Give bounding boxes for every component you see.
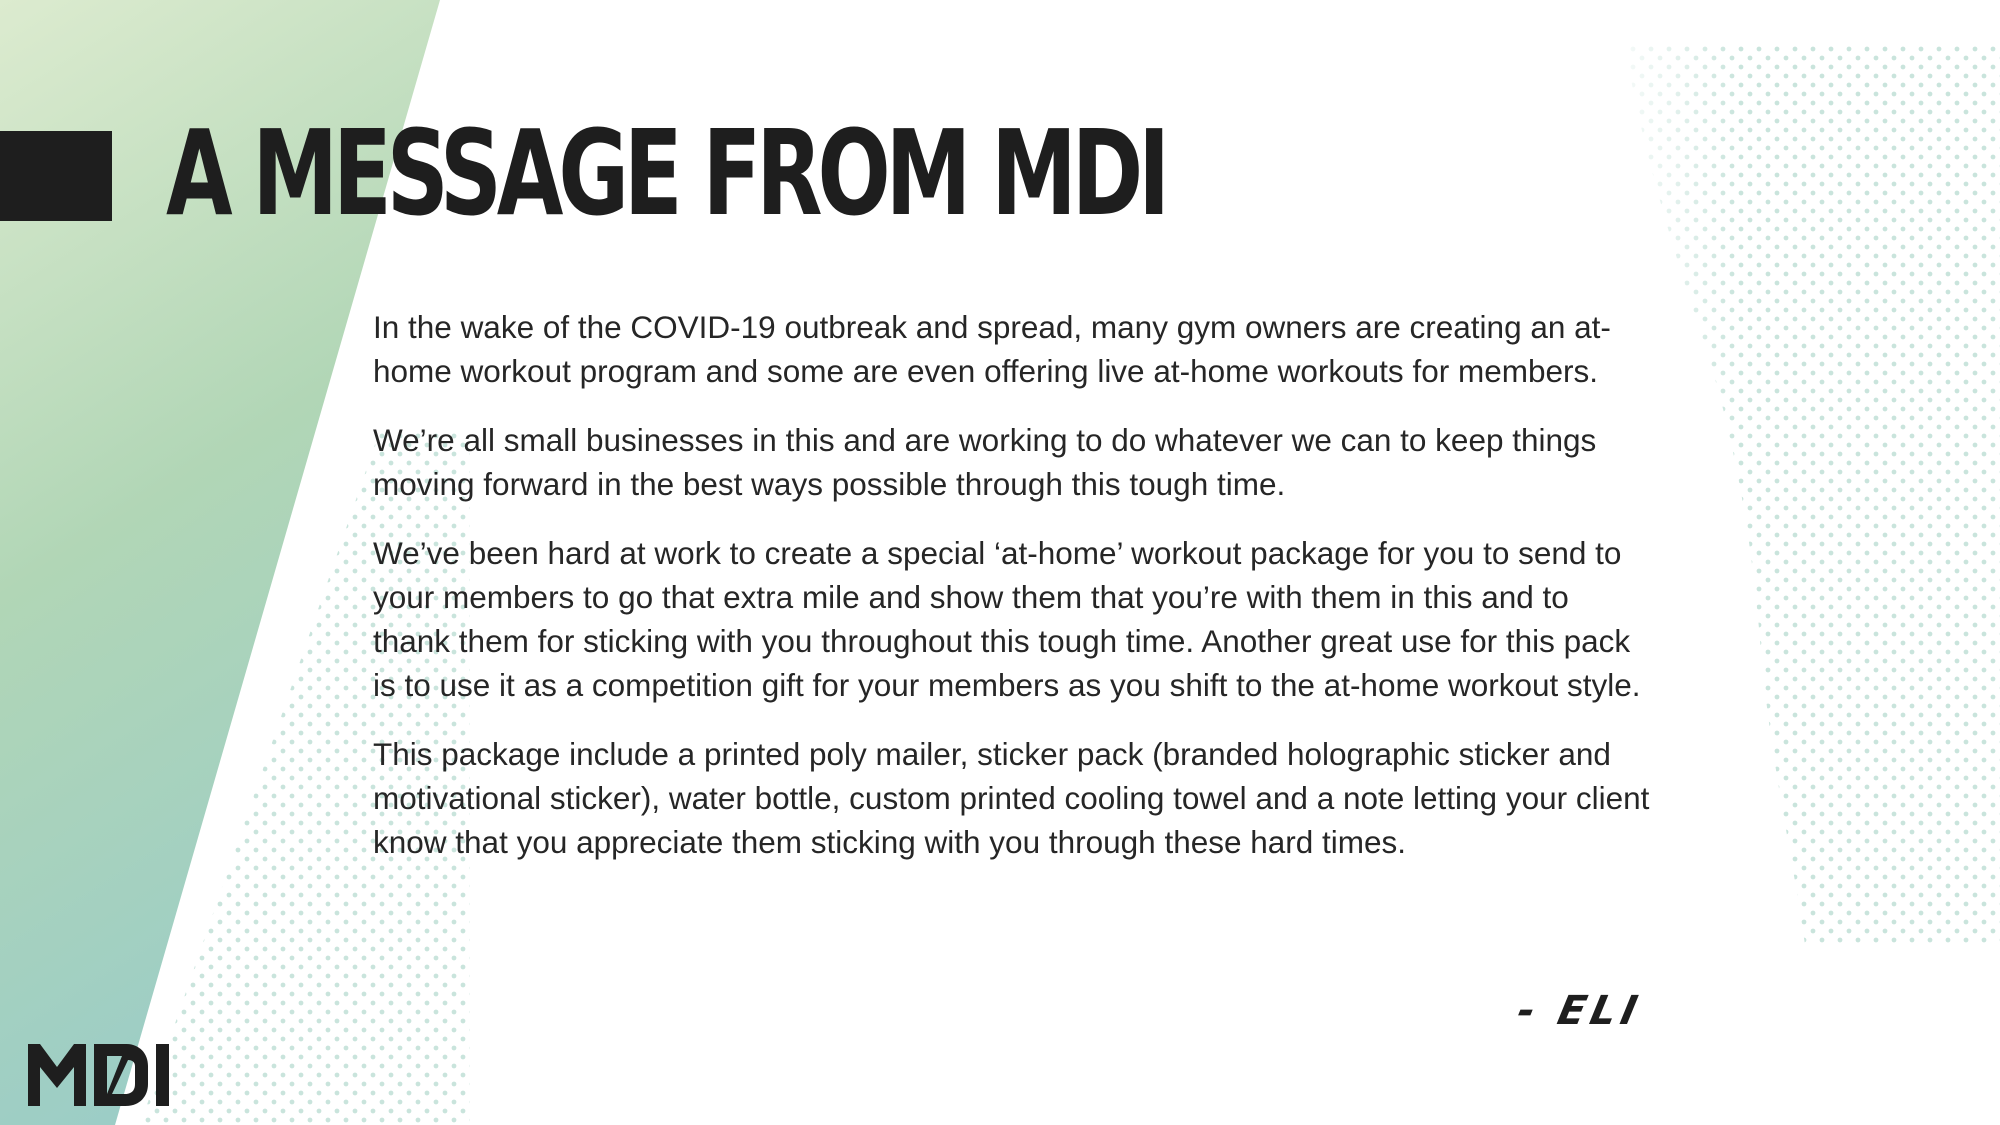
paragraph: This package include a printed poly mailer, sticker pack (branded holographic sticker and motivational sticker), water bottle, custom printed cooling towel and a note letting your client know that you appreciate them sticking with you through these hard times. [373,736,1650,860]
message-body [373,305,1653,889]
paragraph: In the wake of the COVID-19 outbreak and spread, many gym owners are creating an at-home workout program and some are even offering live at-home workouts for members. [373,309,1611,389]
paragraph: We’ve been hard at work to create a special ‘at-home’ workout package for you to send to your members to go that extra mile and show them that you’re with them in this and to thank them for sticking with you throughout this tough time. Another great use for this pack is to use it as a competition gift for your members as you shift to the at-home workout style. [373,535,1641,703]
signature: - ELI [1513,988,1647,1034]
title-accent-bar [0,131,112,221]
paragraph: We’re all small businesses in this and are working to do whatever we can to keep things moving forward in the best ways possible through this tough time. [373,422,1597,502]
mdi-logo [28,1040,170,1106]
page-title: A MESSAGE FROM MDI [166,104,1166,242]
